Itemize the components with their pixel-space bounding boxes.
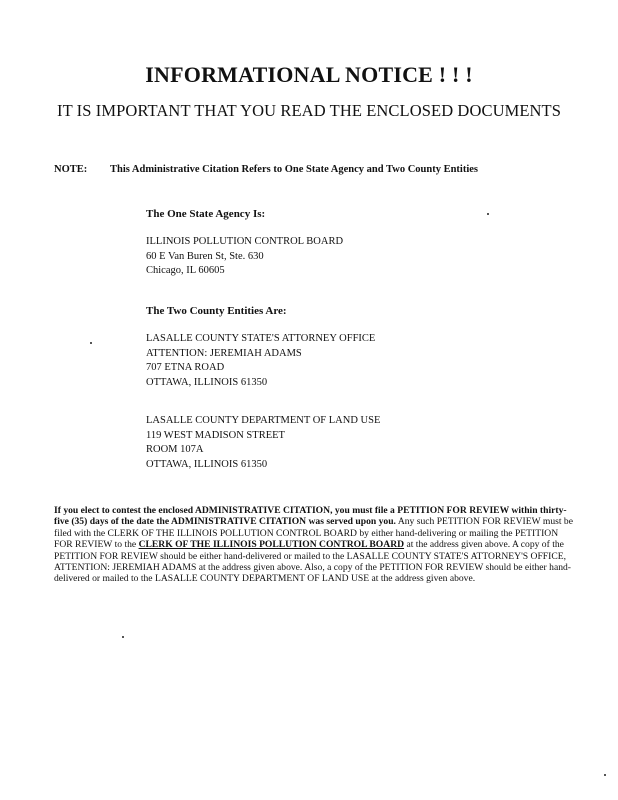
county-entity-1-address (146, 332, 375, 390)
notice-subtitle: IT IS IMPORTANT THAT YOU READ THE ENCLOSED DOCUMENTS (56, 101, 562, 120)
address-line: OTTAWA, ILLINOIS 61350 (146, 458, 268, 470)
clerk-name-emphasis: CLERK OF THE ILLINOIS POLLUTION CONTROL BOARD (138, 539, 405, 551)
instructions-paragraph (54, 505, 574, 585)
note-line (54, 164, 594, 175)
address-line: 119 WEST MADISON STREET (146, 429, 285, 441)
state-agency-address (146, 235, 343, 279)
address-line: LASALLE COUNTY DEPARTMENT OF LAND USE (146, 415, 381, 426)
address-line: LASALLE COUNTY STATE'S ATTORNEY OFFICE (146, 333, 376, 344)
copy-instructions: at the address given above. A copy of the PETITION FOR REVIEW should be either hand-delivered or mailed to the LASALLE COUNTY STATE'S ATTORNEY'S OFFICE, ATTENTION: JEREMIAH ADAMS at the address given above. Also, a copy of the PETITION FOR REVIEW should be either hand-delivered or mailed to the LASALLE COUNTY DEPARTMENT OF LAND USE at the address given above. (54, 539, 571, 585)
scan-speck (487, 213, 489, 215)
address-line: OTTAWA, ILLINOIS 61350 (146, 376, 268, 388)
scan-speck (90, 342, 92, 344)
scan-speck (122, 636, 124, 638)
county-entities-heading: The Two County Entities Are: (146, 305, 287, 317)
note-text: This Administrative Citation Refers to One State Agency and Two County Entities (110, 164, 478, 175)
state-agency-heading: The One State Agency Is: (146, 208, 266, 220)
address-line: ATTENTION: JEREMIAH ADAMS (146, 347, 302, 359)
address-line: 707 ETNA ROAD (146, 362, 225, 373)
address-line: Chicago, IL 60605 (146, 265, 225, 276)
address-line: 60 E Van Buren St, Ste. 630 (146, 250, 264, 262)
contest-sentence: If you elect to contest the enclosed ADMINISTRATIVE CITATION, you must file a PETITION FOR REVIEW within thirty-five (35) days of the date the ADMINISTRATIVE CITATION was served upon you. (54, 505, 567, 528)
address-line: ILLINOIS POLLUTION CONTROL BOARD (146, 236, 344, 247)
address-line: ROOM 107A (146, 444, 204, 455)
county-entity-2-address (146, 414, 380, 472)
scan-speck (604, 774, 606, 776)
notice-title: INFORMATIONAL NOTICE ! ! ! (145, 62, 473, 87)
note-label: NOTE: (54, 164, 88, 175)
filing-sentence: Any such PETITION FOR REVIEW must be filed with the CLERK OF THE ILLINOIS POLLUTION CONTROL BOARD by either hand-delivering or mailing the PETITION FOR REVIEW to the (54, 516, 573, 551)
